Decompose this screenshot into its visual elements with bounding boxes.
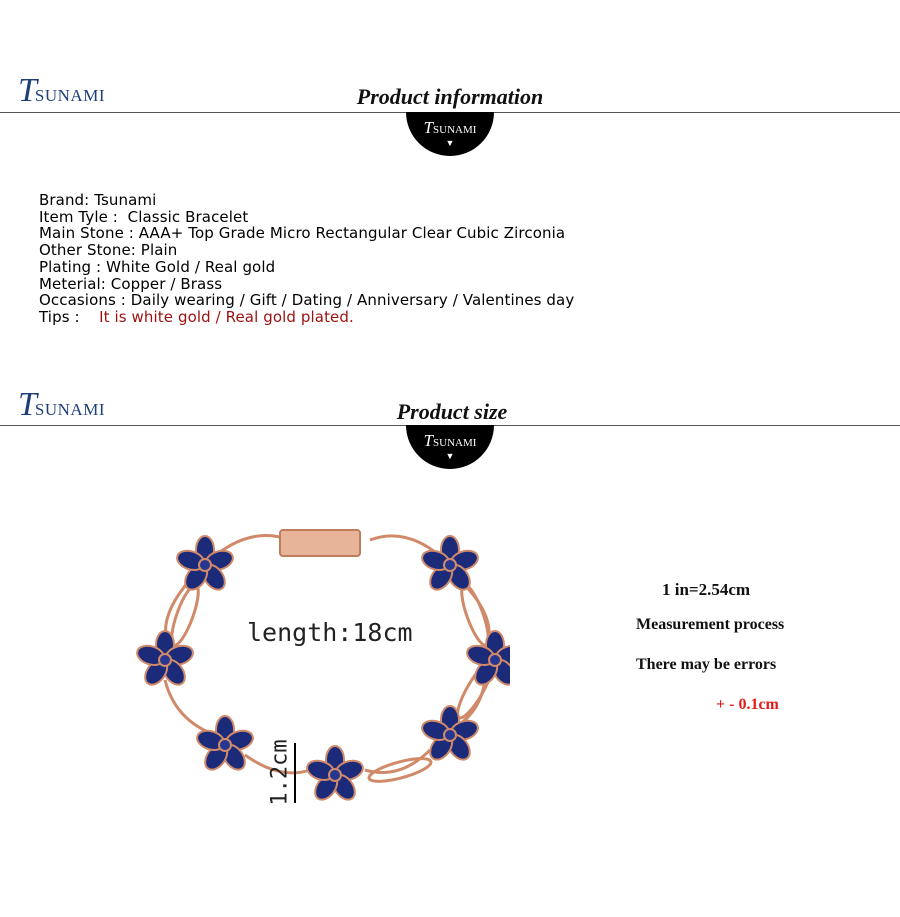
flower-stone: [305, 746, 366, 804]
product-info-list: [39, 192, 574, 326]
brand-logo: [18, 72, 105, 110]
errors-note: There may be errors: [636, 656, 777, 673]
logo-text: SUNAMI: [34, 86, 105, 105]
scale-note: 1 in=2.54cm: [662, 580, 751, 599]
badge-logo: TSUNAMI: [423, 118, 477, 137]
info-brand: Brand: Tsunami: [39, 191, 157, 209]
bracelet-image: [130, 520, 510, 820]
info-plating: Plating : White Gold / Real gold: [39, 257, 276, 276]
badge-logo-2: TSUNAMI: [423, 431, 477, 450]
tolerance-note: + - 0.1cm: [716, 696, 779, 713]
info-other-stone: Other Stone: Plain: [39, 241, 178, 260]
tips-label: Tips :: [39, 307, 90, 326]
bracelet-clasp: [280, 530, 360, 556]
flower-stone: [175, 536, 236, 594]
flower-stone: [195, 716, 256, 774]
logo-text-2: SUNAMI: [34, 400, 105, 419]
info-tips: [39, 309, 574, 326]
section-badge-2: [406, 425, 494, 469]
section-title-product-information: Product information: [356, 84, 544, 109]
section-title-product-size: Product size: [396, 399, 508, 424]
width-indicator-bar: [294, 743, 296, 803]
info-occasions: Occasions : Daily wearing / Gift / Dating / Anniversary / Valentines day: [39, 291, 575, 310]
flower-stone: [420, 536, 481, 594]
down-arrow-icon-2: ▼: [445, 451, 455, 461]
down-arrow-icon: ▼: [445, 138, 455, 148]
logo-initial-2: T: [18, 386, 37, 423]
width-label: 1.2cm: [267, 739, 293, 806]
info-item-type: Item Tyle : Classic Bracelet: [39, 207, 249, 226]
tips-text: It is white gold / Real gold plated.: [89, 307, 354, 326]
info-main-stone: Main Stone : AAA+ Top Grade Micro Rectangular Clear Cubic Zirconia: [39, 224, 566, 243]
section-badge: [406, 112, 494, 156]
brand-logo-2: [18, 386, 105, 424]
logo-initial: T: [18, 72, 37, 109]
chain-link: [165, 680, 215, 735]
length-label: length:18cm: [247, 618, 413, 647]
measurement-process-note: Measurement process: [636, 616, 785, 633]
info-material: Meterial: Copper / Brass: [39, 274, 223, 293]
